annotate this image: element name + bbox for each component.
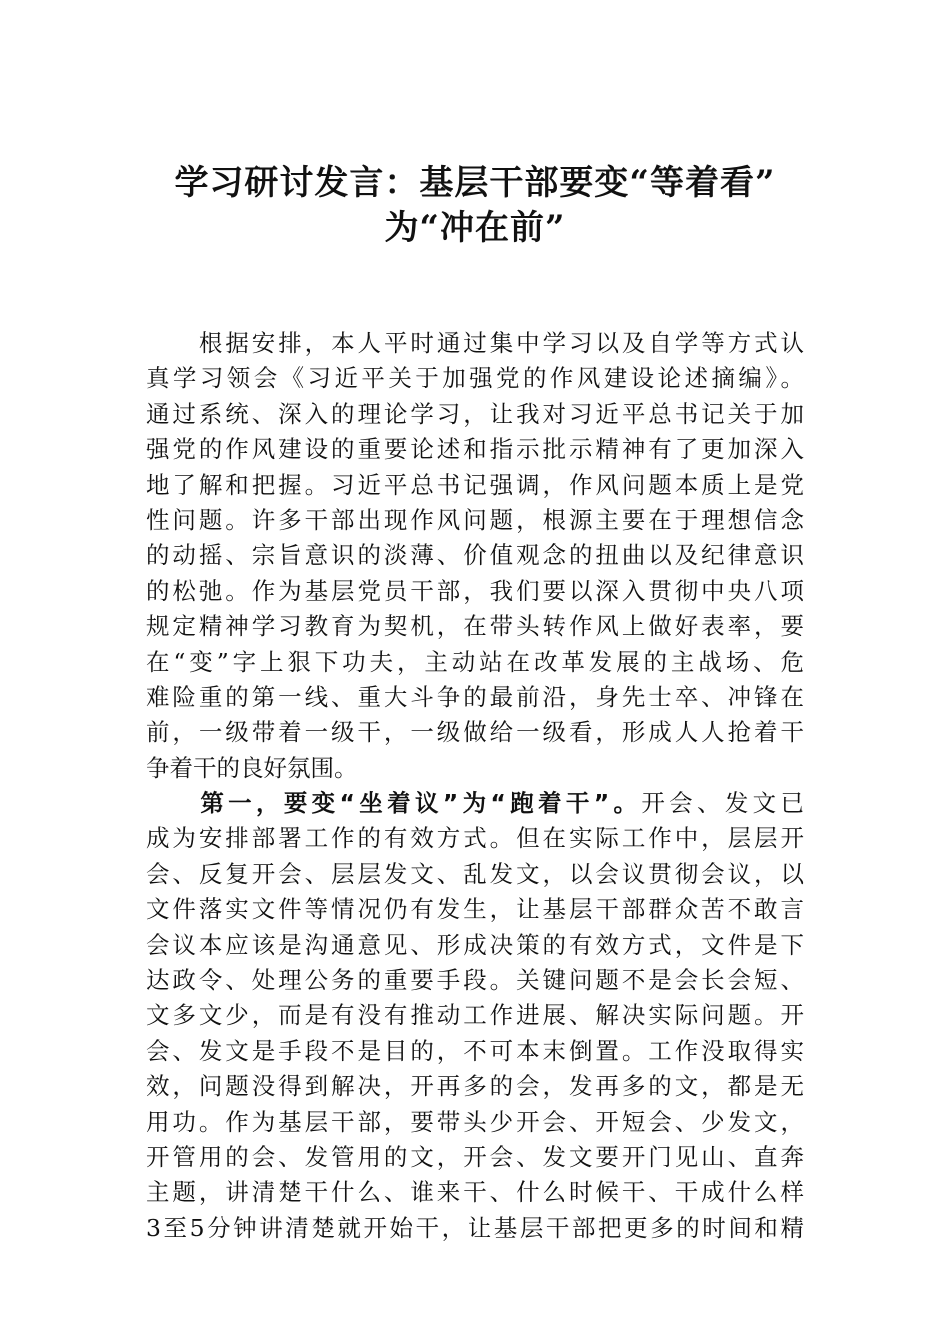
document-title-line1: 学习研讨发言：基层干部要变“等着看”	[174, 163, 776, 203]
paragraph-line: 会议本应该是沟通意见、形成决策的有效方式，文件是下	[146, 930, 804, 959]
paragraph-line: 前，一级带着一级干，一级做给一级看，形成人人抢着干	[146, 718, 804, 747]
paragraph-line: 3至5分钟讲清楚就开始干，让基层干部把更多的时间和精	[146, 1213, 804, 1242]
point-heading: 第一，要变“坐着议”为“跑着干”。	[196, 789, 642, 818]
paragraph-line	[146, 326, 804, 361]
paragraph-line: 的松弛。作为基层党员干部，我们要以深入贯彻中央八项	[146, 576, 804, 605]
paragraph-line: 用功。作为基层干部，要带头少开会、开短会、少发文，	[146, 1107, 804, 1136]
paragraph-line: 的动摇、宗旨意识的淡薄、价值观念的扭曲以及纪律意识	[146, 541, 804, 570]
paragraph-line-text: 根据安排，本人平时通过集中学习以及自学等方式认	[196, 329, 804, 357]
paragraph-line: 难险重的第一线、重大斗争的最前沿，身先士卒、冲锋在	[146, 682, 804, 711]
paragraph-line: 在“变”字上狠下功夫，主动站在改革发展的主战场、危	[146, 647, 804, 676]
paragraph-line: 性问题。许多干部出现作风问题，根源主要在于理想信念	[146, 505, 804, 534]
paragraph-line: 达政令、处理公务的重要手段。关键问题不是会长会短、	[146, 966, 804, 995]
paragraph-first-point	[146, 786, 804, 1246]
paragraph-line: 地了解和把握。习近平总书记强调，作风问题本质上是党	[146, 470, 804, 499]
paragraph-line: 文多文少，而是有没有推动工作进展、解决实际问题。开	[146, 1001, 804, 1030]
paragraph-line	[146, 786, 804, 821]
paragraph-line: 强党的作风建设的重要论述和指示批示精神有了更加深入	[146, 435, 804, 464]
point-heading-continuation: 开会、发文已	[641, 789, 805, 818]
paragraph-line: 开管用的会、发管用的文，开会、发文要开门见山、直奔	[146, 1142, 804, 1171]
document-body	[146, 326, 804, 1246]
paragraph-line: 文件落实文件等情况仍有发生，让基层干部群众苦不敢言	[146, 895, 804, 924]
paragraph-line: 会、发文是手段不是目的，不可本末倒置。工作没取得实	[146, 1036, 804, 1065]
paragraph-line: 效，问题没得到解决，开再多的会，发再多的文，都是无	[146, 1072, 804, 1101]
paragraph-line: 真学习领会《习近平关于加强党的作风建设论述摘编》。	[146, 364, 804, 393]
paragraph-line: 通过系统、深入的理论学习，让我对习近平总书记关于加	[146, 399, 804, 428]
paragraph-line: 主题，讲清楚干什么、谁来干、什么时候干、干成什么样	[146, 1178, 804, 1207]
paragraph-line: 成为安排部署工作的有效方式。但在实际工作中，层层开	[146, 824, 804, 853]
document-title-line2: 为“冲在前”	[384, 208, 566, 248]
paragraph-intro	[146, 326, 804, 786]
paragraph-line: 争着干的良好氛围。	[146, 753, 358, 782]
paragraph-line: 规定精神学习教育为契机，在带头转作风上做好表率，要	[146, 612, 804, 641]
paragraph-line: 会、反复开会、层层发文、乱发文，以会议贯彻会议，以	[146, 859, 804, 888]
